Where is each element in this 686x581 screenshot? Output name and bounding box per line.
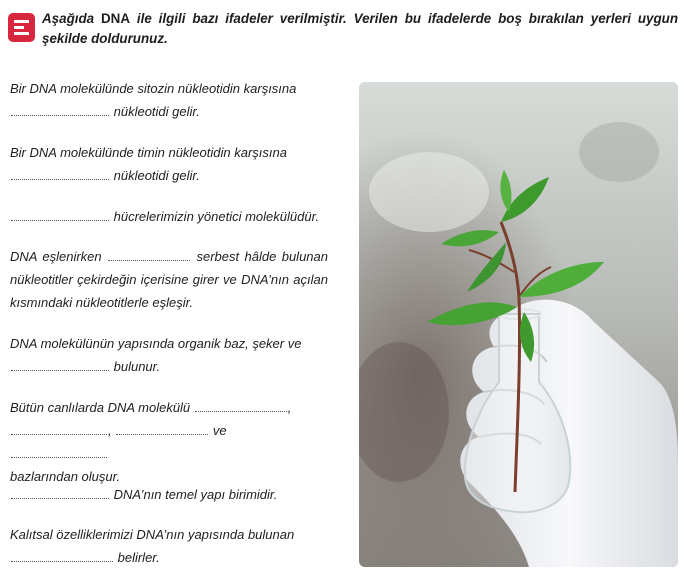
- plant-in-flask-photo: [359, 82, 678, 567]
- answer-blank[interactable]: [108, 248, 190, 261]
- question-6: Bütün canlılarda DNA molekülü , , ve bazlarından oluşur.: [10, 400, 292, 484]
- question-3: hücrelerimizin yönetici molekülüdür.: [10, 205, 328, 228]
- question-7: DNA’nın temel yapı birimidir.: [10, 483, 328, 506]
- answer-blank[interactable]: [11, 486, 109, 499]
- instruction-text: Aşağıda DNA ile ilgili bazı ifadeler verilmiştir. Verilen bu ifadelerde boş bırakılan yerleri uygun şekilde doldurunuz.: [42, 11, 678, 46]
- question-4: DNA eşlenirken serbest hâlde bulunan nükleotitler çekirdeğin içerisine girer ve DNA’nın açılan kısmındaki nükleotitlerle eşleşir.: [10, 249, 328, 310]
- answer-blank[interactable]: [11, 358, 109, 371]
- answer-blank[interactable]: [195, 399, 287, 412]
- answer-blank[interactable]: [11, 167, 109, 180]
- list-lines-icon: [8, 13, 35, 42]
- question-5: DNA molekülünün yapısında organik baz, şeker ve bulunur.: [10, 336, 302, 374]
- answer-blank[interactable]: [116, 422, 208, 435]
- answer-blank[interactable]: [11, 422, 107, 435]
- answer-blank[interactable]: [11, 103, 109, 116]
- question-2: Bir DNA molekülünde timin nükleotidin karşısına nükleotidi gelir.: [10, 145, 287, 183]
- instruction-keyword: DNA: [100, 11, 130, 26]
- answer-blank[interactable]: [11, 445, 107, 458]
- question-1: Bir DNA molekülünde sitozin nükleotidin karşısına nükleotidi gelir.: [10, 81, 297, 119]
- answer-blank[interactable]: [11, 208, 109, 221]
- question-8: Kalıtsal özelliklerimizi DNA’nın yapısında bulunan belirler.: [10, 527, 295, 565]
- answer-blank[interactable]: [11, 549, 113, 562]
